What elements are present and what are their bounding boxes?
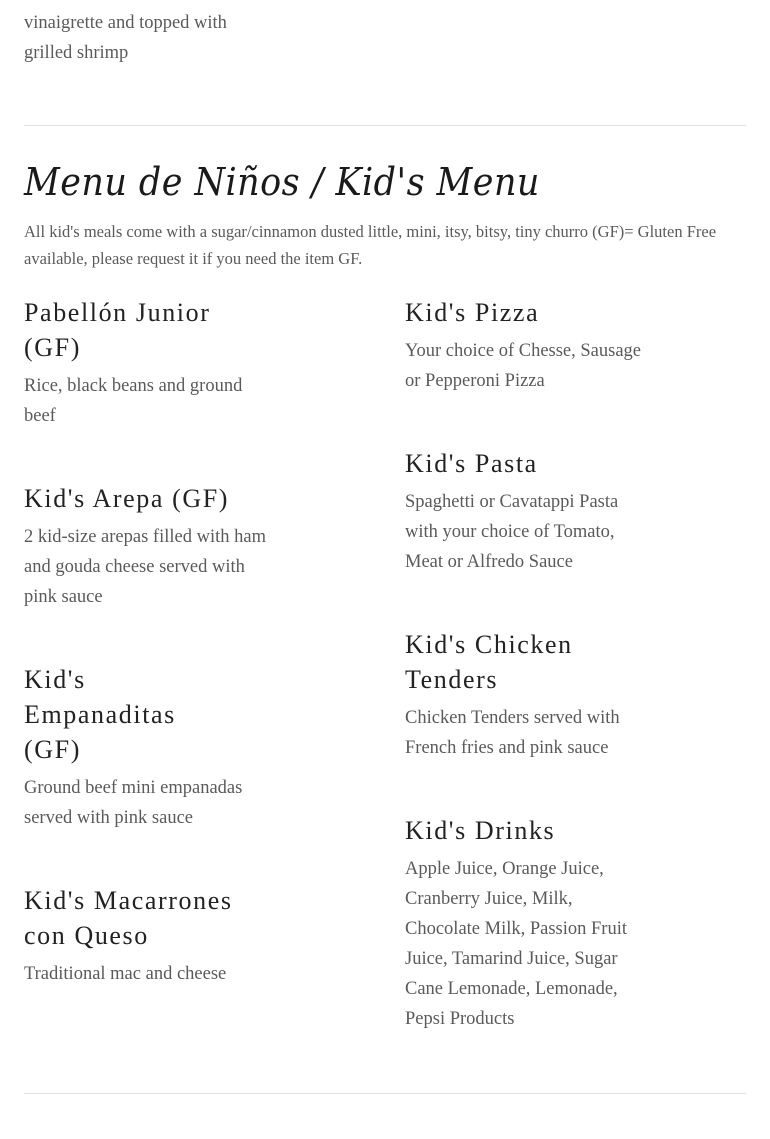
menu-item — [24, 481, 274, 612]
menu-item-name: Kid's Macarrones con Queso — [24, 886, 233, 950]
section-divider — [24, 125, 746, 126]
menu-item-name: Kid's Pasta — [405, 449, 538, 478]
menu-item — [405, 813, 645, 1034]
menu-item-description: Ground beef mini empanadas served with pink sauce — [24, 778, 243, 828]
menu-item-name: Pabellón Junior (GF) — [24, 298, 211, 362]
menu-item-name: Kid's Pizza — [405, 298, 540, 327]
menu-item-description: Rice, black beans and ground beef — [24, 376, 243, 426]
menu-item-name: Kid's Drinks — [405, 816, 556, 845]
menu-item — [405, 627, 645, 763]
previous-item-description: vinaigrette and topped with grilled shrimp — [24, 13, 227, 63]
menu-item-description: Chicken Tenders served with French fries and pink sauce — [405, 708, 620, 758]
menu-item — [24, 883, 274, 989]
menu-item — [405, 295, 645, 396]
section-intro: All kid's meals come with a sugar/cinnamon dusted little, mini, itsy, bitsy, tiny churro (GF)= Gluten Free available, please request it if you need the item GF. — [24, 222, 717, 268]
section-title: Menu de Niños / Kid's Menu — [24, 160, 540, 204]
menu-item-description: Traditional mac and cheese — [24, 964, 227, 984]
menu-item-description: Spaghetti or Cavatappi Pasta with your choice of Tomato, Meat or Alfredo Sauce — [405, 492, 619, 572]
menu-item-name: Kid's Chicken Tenders — [405, 630, 573, 694]
menu-item-description: Apple Juice, Orange Juice, Cranberry Juice, Milk, Chocolate Milk, Passion Fruit Juice, Tamarind Juice, Sugar Cane Lemonade, Lemonade, Pepsi Products — [405, 859, 627, 1029]
menu-item-name: Kid's Arepa (GF) — [24, 484, 230, 513]
menu-item — [405, 446, 645, 577]
section-divider — [24, 1093, 746, 1094]
menu-item-name: Kid's Empanaditas (GF) — [24, 665, 176, 764]
menu-item — [24, 295, 244, 431]
menu-item-description: 2 kid-size arepas filled with ham and gouda cheese served with pink sauce — [24, 527, 266, 607]
menu-item-description: Your choice of Chesse, Sausage or Pepperoni Pizza — [405, 341, 642, 391]
menu-item — [24, 662, 243, 833]
